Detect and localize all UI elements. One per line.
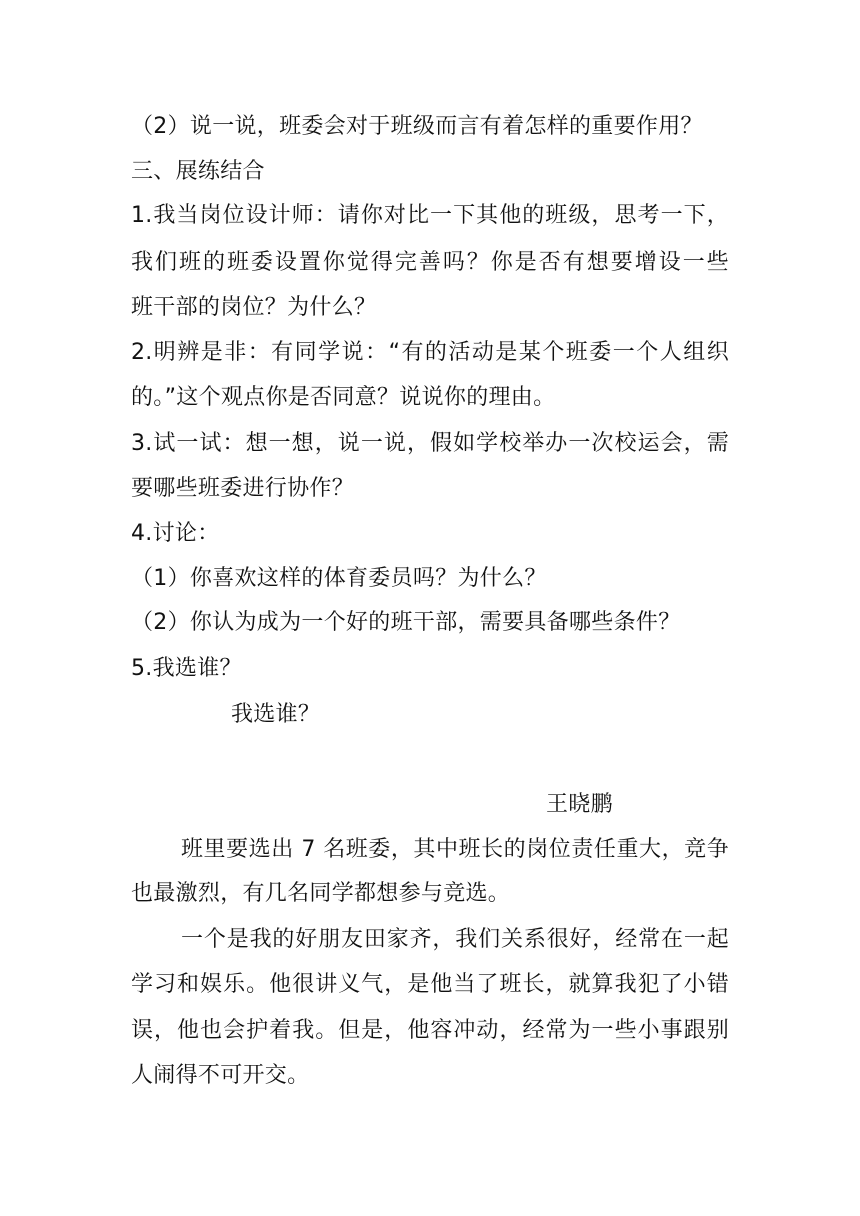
discussion-question-2: （2）你认为成为一个好的班干部，需要具备哪些条件？ <box>131 610 681 635</box>
activity-1-line-2: 我们班的班委设置你觉得完善吗？你是否有想要增设一些 <box>131 250 729 275</box>
activity-4-heading: 4.讨论： <box>131 521 220 546</box>
question-2-text: （2）说一说，班委会对于班级而言有着怎样的重要作用？ <box>131 114 703 139</box>
story-paragraph-1-line-1: 班里要选出 7 名班委，其中班长的岗位责任重大，竞争 <box>181 837 729 862</box>
activity-1-line-1: 1.我当岗位设计师：请你对比一下其他的班级，思考一下， <box>131 203 729 228</box>
activity-2-line-1: 2.明辨是非：有同学说：“有的活动是某个班委一个人组织 <box>131 340 729 365</box>
activity-3-line-2: 要哪些班委进行协作？ <box>131 476 355 501</box>
story-title: 我选谁？ <box>231 702 321 727</box>
section-heading: 三、展练结合 <box>131 159 265 184</box>
story-paragraph-2-line-4: 人闹得不可开交。 <box>131 1063 310 1088</box>
activity-3-line-1: 3.试一试：想一想，说一说，假如学校举办一次校运会，需 <box>131 431 729 456</box>
activity-5-heading: 5.我选谁？ <box>131 656 242 681</box>
activity-1-line-3: 班干部的岗位？为什么？ <box>131 295 377 320</box>
discussion-question-1: （1）你喜欢这样的体育委员吗？为什么？ <box>131 566 547 591</box>
activity-2-line-2: 的。”这个观点你是否同意？说说你的理由。 <box>131 385 556 410</box>
story-paragraph-2-line-3: 误，他也会护着我。但是，他容冲动，经常为一些小事跟别 <box>131 1018 729 1043</box>
story-paragraph-2-line-2: 学习和娱乐。他很讲义气，是他当了班长，就算我犯了小错 <box>131 972 729 997</box>
story-author: 王晓鹏 <box>546 792 613 817</box>
story-paragraph-1-line-2: 也最激烈，有几名同学都想参与竞选。 <box>131 881 511 906</box>
story-paragraph-2-line-1: 一个是我的好朋友田家齐，我们关系很好，经常在一起 <box>181 927 729 952</box>
